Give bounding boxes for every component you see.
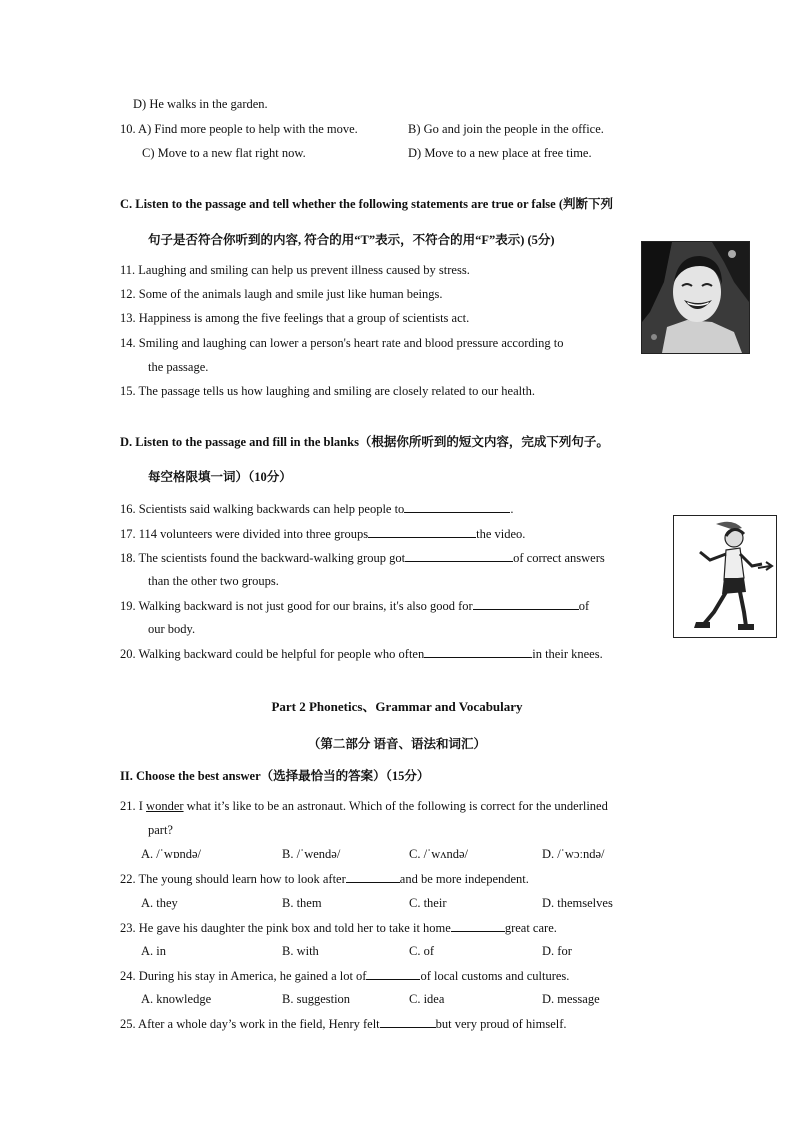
backward-walker-illustration [673, 515, 777, 638]
q9-option-d: D) He walks in the garden. [133, 97, 268, 111]
question-19: 19. Walking backward is not just good for our brains, it's also good for of [120, 599, 590, 613]
laughing-woman-photo [641, 241, 750, 354]
question-18-continued: than the other two groups. [148, 574, 279, 588]
q22-option-d[interactable]: D. themselves [542, 896, 613, 910]
q24-option-a[interactable]: A. knowledge [141, 992, 212, 1006]
q10-option-c: C) Move to a new flat right now. [142, 146, 306, 160]
q10-option-a: 10. A) Find more people to help with the move. [120, 122, 358, 136]
answer-blank-22[interactable] [346, 870, 400, 883]
q24-option-b[interactable]: B. suggestion [282, 992, 351, 1006]
q23-option-c[interactable]: C. of [409, 944, 434, 958]
q24-option-c[interactable]: C. idea [409, 992, 445, 1006]
q21-option-d[interactable]: D. /ˈwɔːndə/ [542, 847, 605, 861]
answer-blank-19[interactable] [473, 597, 579, 610]
underlined-word: wonder [146, 799, 184, 813]
question-16: 16. Scientists said walking backwards can help people to . [120, 502, 514, 516]
part-2-title: Part 2 Phonetics、Grammar and Vocabulary [271, 699, 523, 714]
q21-option-b[interactable]: B. /ˈwendə/ [282, 847, 341, 861]
part-2-subtitle: （第二部分 语音、语法和词汇） [307, 737, 487, 751]
answer-blank-16[interactable] [404, 500, 510, 513]
question-17: 17. 114 volunteers were divided into three groups the video. [120, 527, 526, 541]
q23-option-d[interactable]: D. for [542, 944, 572, 958]
q21-option-a[interactable]: A. /ˈwɒndə/ [141, 847, 201, 861]
q23-option-a[interactable]: A. in [141, 944, 166, 958]
answer-blank-17[interactable] [368, 525, 476, 538]
question-24: 24. During his stay in America, he gained a lot of of local customs and cultures. [120, 969, 570, 983]
q21-option-c[interactable]: C. /ˈwʌndə/ [409, 847, 469, 861]
section-d-heading: D. Listen to the passage and fill in the blanks（根据你所听到的短文内容，完成下列句子。 [120, 435, 609, 449]
statement-12: 12. Some of the animals laugh and smile just like human beings. [120, 287, 443, 301]
answer-blank-20[interactable] [424, 645, 532, 658]
q22-option-a[interactable]: A. they [141, 896, 178, 910]
section-ii-heading: II. Choose the best answer（选择最恰当的答案）（15分） [120, 769, 430, 783]
statement-11: 11. Laughing and smiling can help us prevent illness caused by stress. [120, 263, 470, 277]
question-21: 21. I wonder what it’s like to be an astronaut. Which of the following is correct for the underlined [120, 799, 608, 813]
q23-option-b[interactable]: B. with [282, 944, 319, 958]
question-22: 22. The young should learn how to look after and be more independent. [120, 872, 529, 886]
q10-option-b: B) Go and join the people in the office. [408, 122, 604, 136]
section-c-instructions: 句子是否符合你听到的内容, 符合的用“T”表示，不符合的用“F”表示) (5分) [148, 233, 555, 247]
statement-14-continued: the passage. [148, 360, 209, 374]
section-c-heading: C. Listen to the passage and tell whether the following statements are true or false (判断下列 [120, 197, 614, 211]
answer-blank-23[interactable] [451, 919, 505, 932]
question-20: 20. Walking backward could be helpful for people who often in their knees. [120, 647, 603, 661]
q24-option-d[interactable]: D. message [542, 992, 600, 1006]
question-19-continued: our body. [148, 622, 196, 636]
answer-blank-24[interactable] [366, 967, 420, 980]
section-d-instructions: 每空格限填一词）（10分） [148, 470, 292, 484]
statement-15: 15. The passage tells us how laughing and smiling are closely related to our health. [120, 384, 535, 398]
question-23: 23. He gave his daughter the pink box and told her to take it home great care. [120, 921, 557, 935]
statement-14: 14. Smiling and laughing can lower a person's heart rate and blood pressure according to [120, 336, 564, 350]
q10-option-d: D) Move to a new place at free time. [408, 146, 592, 160]
q22-option-c[interactable]: C. their [409, 896, 447, 910]
question-25: 25. After a whole day’s work in the field, Henry felt but very proud of himself. [120, 1017, 567, 1031]
question-21-continued: part? [148, 823, 173, 837]
question-18: 18. The scientists found the backward-walking group got of correct answers [120, 551, 605, 565]
answer-blank-18[interactable] [405, 549, 513, 562]
answer-blank-25[interactable] [380, 1015, 436, 1028]
statement-13: 13. Happiness is among the five feelings that a group of scientists act. [120, 311, 470, 325]
q22-option-b[interactable]: B. them [282, 896, 322, 910]
